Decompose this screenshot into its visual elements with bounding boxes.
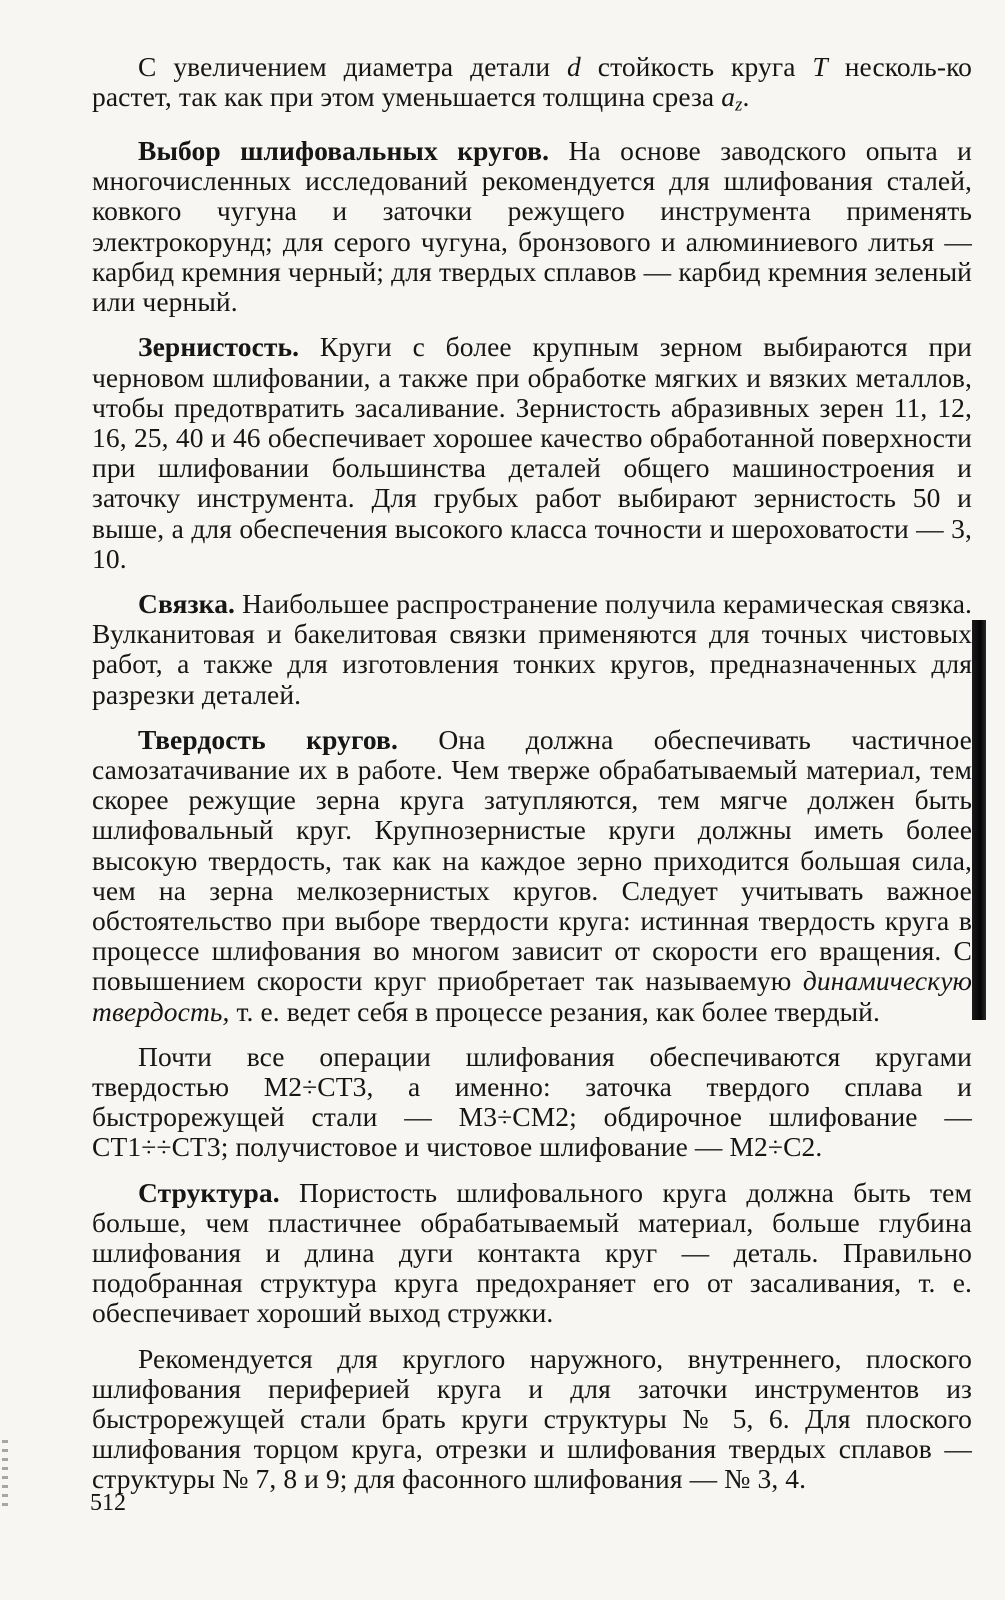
paragraph-structure [92,1178,972,1329]
text-span: Она должна обеспечивать частичное самозатачивание их в работе. Чем тверже обрабатываемый материал, тем скорее режущие зерна круга затупляются, тем мягче должен быть шлифовальный круг. Крупнозернистые круги должны иметь более высокую твердость, так как на каждое зерно приходится большая сила, чем на зерна мелкозернистых кругов. Следует учитывать важное обстоятельство при выборе твердости круга: истинная твердость круга в процессе шлифования во многом зависит от скорости его вращения. С повышением скорости круг приобретает так называемую [92,723,972,997]
paragraph-bond [92,589,972,710]
heading-structure: Структура. [138,1176,280,1208]
paragraph-hardness-grades [92,1042,972,1163]
scan-edge-shadow [972,620,986,1020]
text-span: несколь-ко растет, так как при этом уменьшается толщина среза [92,51,972,113]
text-span: Рекомендуется для круглого наружного, внутреннего, плоского шлифования периферией круга и для заточки инструментов из быстрорежущей стали брать круги структуры № 5, 6. Для плоского шлифования торцом круга, отрезки и шлифования твердых сплавов — структуры № 7, 8 и 9; для фасонного шлифования — № 3, 4. [92,1342,972,1495]
paragraph-hardness [92,725,972,1027]
paragraph-structure-recommendations [92,1344,972,1495]
text-span: т. е. ведет себя в процессе резания, как более твердый. [229,995,880,1027]
text-span: На основе заводского опыта и многочисленных исследований рекомендуется для шлифования сталей, ковкого чугуна и заточки режущего инструмента применять электрокорунд; для серого чугуна, бронзового и алюминиевого литья — карбид кремния черный; для твердых сплавов — карбид кремния зеленый или черный. [92,135,972,318]
text-span: Почти все операции шлифования обеспечиваются кругами твердостью М2÷СТ3, а именно: заточка твердого сплава и быстрорежущей стали — М3÷СМ2; обдирочное шлифование — СТ1÷÷СТ3; получистовое и чистовое шлифование — М2÷С2. [92,1040,972,1163]
heading-grain-size: Зернистость. [138,331,300,363]
subscript-z: z [735,94,743,116]
heading-wheel-selection: Выбор шлифовальных кругов. [138,135,550,167]
text-span: . [742,81,750,113]
text-span: Пористость шлифовального круга должна быть тем больше, чем пластичнее обрабатываемый материал, больше глубина шлифования и длина дуги контакта круг — деталь. Правильно подобранная структура круга предохраняет его от засаливания, т. е. обеспечивает хороший выход стружки. [92,1176,972,1329]
variable-a: a [721,81,736,113]
text-span: Круги с более крупным зерном выбираются при черновом шлифовании, а также при обработке мягких и вязких металлов, чтобы предотвратить засаливание. Зернистость абразивных зерен 11, 12, 16, 25, 40 и 46 обеспечивает хорошее качество обработанной поверхности при шлифовании большинства деталей общего машиностроения и заточку инструмента. Для грубых работ выбирают зернистость 50 и выше, а для обеспечения высокого класса точности и шероховатости — 3, 10. [92,331,972,574]
text-span: Наибольшее распространение получила керамическая связка. Вулканитовая и бакелитовая связки применяются для точных чистовых работ, а также для изготовления тонких кругов, предназначенных для разрезки деталей. [92,587,972,710]
scan-gutter-marks [2,1440,8,1510]
variable-t: T [812,51,828,82]
heading-bond: Связка. [138,587,236,619]
heading-hardness: Твердость кругов. [138,723,398,755]
variable-d: d [567,51,581,82]
text-span: стойкость круга [580,51,813,82]
paragraph-wheel-selection [92,136,972,317]
page-body [92,52,972,1510]
page-number: 512 [90,1490,126,1516]
paragraph-intro [92,52,972,121]
term-dynamic-hardness: динамическую твердость, [92,965,972,1027]
paragraph-grain-size [92,332,972,574]
text-span: С увеличением диаметра детали [138,51,568,82]
